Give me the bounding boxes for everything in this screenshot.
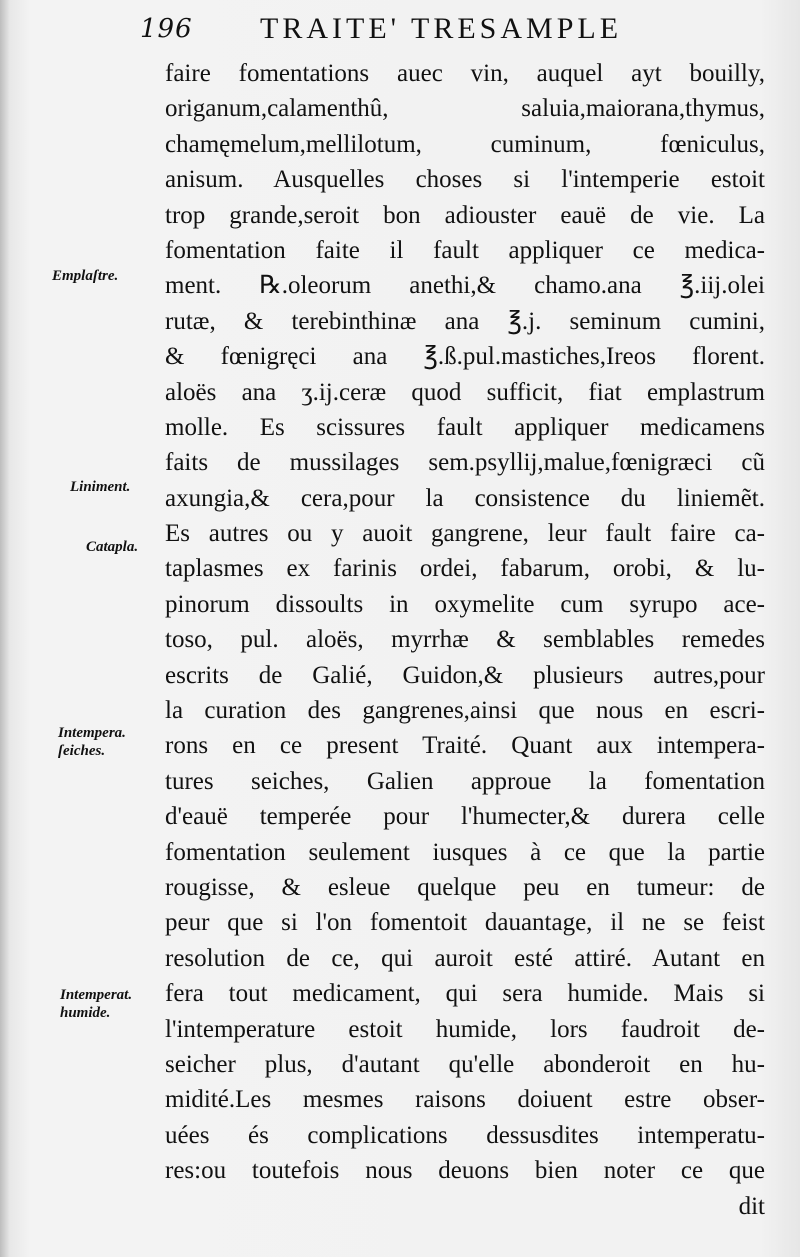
text-line: anisum. Ausquelles choses si l'intemperie estoit xyxy=(165,166,765,194)
text-line: midité.Les mesmes raisons doiuent estre obser- xyxy=(165,1086,765,1114)
text-line: taplasmes ex farinis ordei, fabarum, orobi, & lu- xyxy=(165,555,765,583)
text-line: rutæ, & terebinthinæ ana ℥.j. seminum cumini, xyxy=(165,307,765,335)
margin-note-intemperat xyxy=(60,986,172,1022)
text-line: escrits de Galié, Guidon,& plusieurs autres,pour xyxy=(165,661,765,689)
text-line: & fœnigręci ana ℥.ß.pul.mastiches,Ireos florent. xyxy=(165,343,765,371)
text-line: resolution de ce, qui auroit esté attiré. Autant en xyxy=(165,944,765,972)
text-line: origanum,calamenthû, saluia,maiorana,thymus, xyxy=(165,95,765,123)
body-text xyxy=(165,56,765,1224)
text-line: ment. ℞.oleorum anethi,& chamo.ana ℥.iij.olei xyxy=(165,272,765,300)
text-line: peur que si l'on fomentoit dauantage, il ne se feist xyxy=(165,909,765,937)
text-line: uées és complications dessusdites intemperatu- xyxy=(165,1121,765,1149)
text-line: la curation des gangrenes,ainsi que nous en escri- xyxy=(165,697,765,725)
margin-note-catapla: Catapla. xyxy=(86,539,139,555)
margin-note-intempera-line1: Intempera. xyxy=(58,725,126,741)
margin-note-intempera-line2: ſeiches. xyxy=(58,743,106,759)
text-line: tures seiches, Galien approue la fomentation xyxy=(165,767,765,795)
text-line: fera tout medicament, qui sera humide. Mais si xyxy=(165,980,765,1008)
text-line: chamęmelum,mellilotum, cuminum, fœniculus, xyxy=(165,130,765,158)
margin-note-liniment: Liniment. xyxy=(70,479,131,495)
text-line: fomentation faite il fault appliquer ce medica- xyxy=(165,236,765,264)
text-line: faire fomentations auec vin, auquel ayt bouilly, xyxy=(165,60,765,87)
catchword: dit xyxy=(738,1192,765,1220)
margin-note-intemperat-line2: humide. xyxy=(60,1005,111,1021)
text-line: trop grande,seroit bon adiouster eauë de vie. La xyxy=(165,201,765,229)
text-line: toso, pul. aloës, myrrhæ & semblables remedes xyxy=(165,626,765,654)
text-line: aloës ana ʒ.ij.ceræ quod sufficit, fiat emplastrum xyxy=(165,378,765,406)
text-line: rons en ce present Traité. Quant aux intempera- xyxy=(165,732,765,760)
text-line: pinorum dissoults in oxymelite cum syrupo ace- xyxy=(165,590,765,618)
text-line: rougisse, & esleue quelque peu en tumeur: de xyxy=(165,873,765,901)
text-line: seicher plus, d'autant qu'elle abonderoit en hu- xyxy=(165,1050,765,1078)
text-line: d'eauë temperée pour l'humecter,& durera celle xyxy=(165,803,765,831)
text-line: faits de mussilages sem.psyllij,malue,fœnigræci cũ xyxy=(165,449,765,477)
gutter-shadow xyxy=(0,0,10,1257)
text-line: Es autres ou y auoit gangrene, leur fault faire ca- xyxy=(165,520,765,548)
text-line: molle. Es scissures fault appliquer medicamens xyxy=(165,413,765,441)
text-line: fomentation seulement iusques à ce que la partie xyxy=(165,838,765,866)
page-number: 196 xyxy=(140,14,193,44)
text-line: l'intemperature estoit humide, lors faudroit de- xyxy=(165,1015,765,1043)
margin-note-intempera xyxy=(58,724,170,760)
text-line: res:ou toutefois nous deuons bien noter ce que xyxy=(165,1157,765,1185)
margin-note-intemperat-line1: Intemperat. xyxy=(60,987,133,1003)
page-header xyxy=(140,10,780,50)
running-title: TRAITE' TRESAMPLE xyxy=(260,12,623,45)
margin-note-emplastre: Emplaſtre. xyxy=(52,268,119,284)
text-line: axungia,& cera,pour la consistence du liniemẽt. xyxy=(165,484,765,512)
